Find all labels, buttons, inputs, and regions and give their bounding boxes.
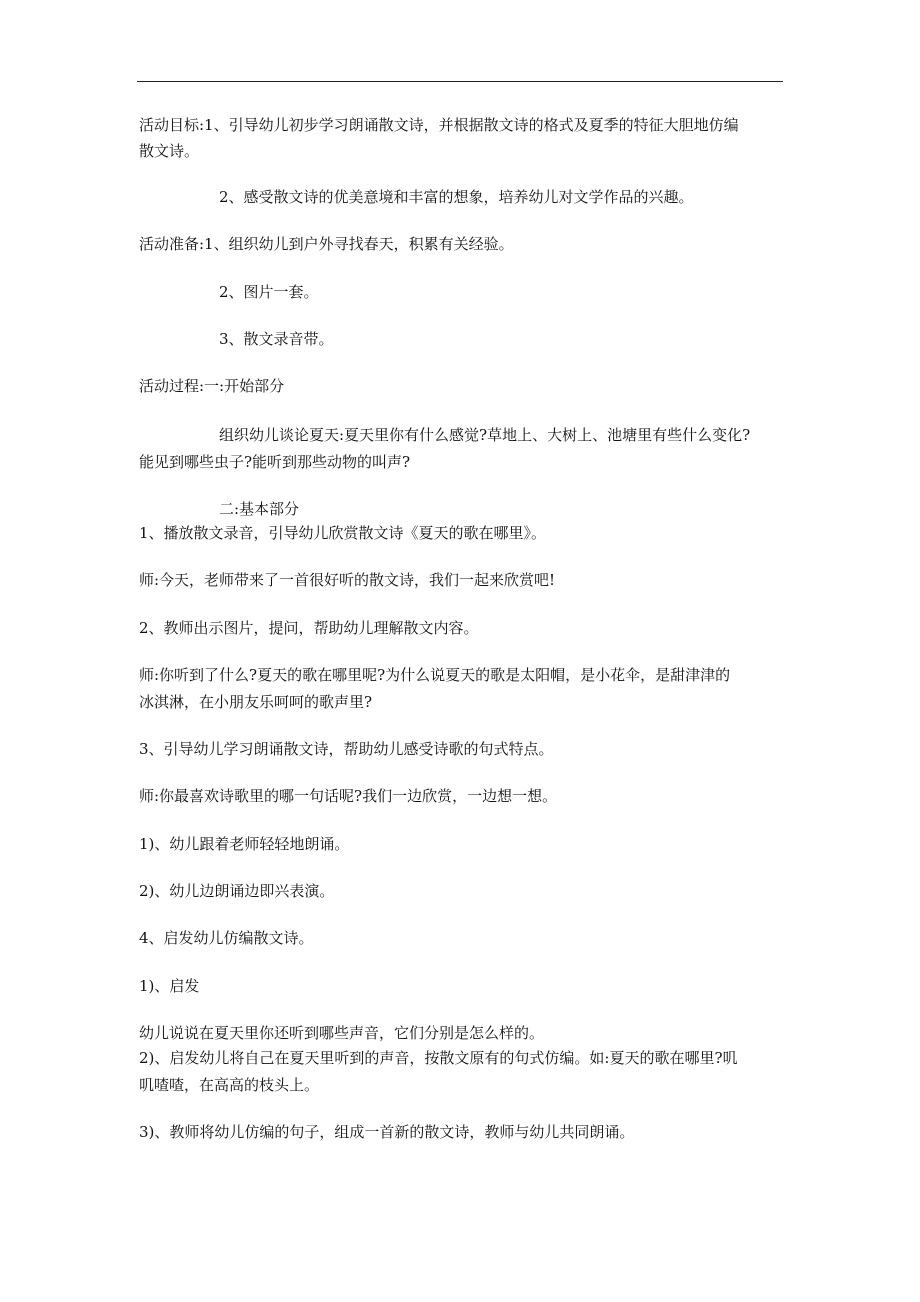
prep-line-3: 3、散文录音带。 (219, 330, 334, 348)
process-heading: 活动过程:一:开始部分 (139, 377, 285, 395)
step-3: 3、引导幼儿学习朗诵散文诗，帮助幼儿感受诗歌的句式特点。 (139, 740, 554, 758)
substep-4-1: 1)、启发 (139, 977, 200, 995)
goal-line-2: 2、感受散文诗的优美意境和丰富的想象，培养幼儿对文学作品的兴趣。 (219, 188, 694, 206)
substep-4-3: 3)、教师将幼儿仿编的句子，组成一首新的散文诗，教师与幼儿共同朗诵。 (139, 1123, 635, 1141)
step-1: 1、播放散文录音，引导幼儿欣赏散文诗《夏天的歌在哪里》。 (139, 524, 547, 542)
substep-4-1-detail: 幼儿说说在夏天里你还听到哪些声音，它们分别是怎么样的。 (139, 1024, 545, 1042)
teacher-line-2-cont: 冰淇淋，在小朋友乐呵呵的歌声里? (139, 693, 373, 711)
goal-line-1: 活动目标:1、引导幼儿初步学习朗诵散文诗，并根据散文诗的格式及夏季的特征大胆地仿编 (139, 116, 739, 134)
teacher-line-1: 师:今天，老师带来了一首很好听的散文诗，我们一起来欣赏吧! (139, 571, 556, 589)
goal-line-1-cont: 散文诗。 (139, 142, 200, 160)
prep-line-2: 2、图片一套。 (219, 283, 319, 301)
substep-3-2: 2)、幼儿边朗诵边即兴表演。 (139, 882, 335, 900)
step-4: 4、启发幼儿仿编散文诗。 (139, 929, 314, 947)
prep-line-1: 活动准备:1、组织幼儿到户外寻找春天，积累有关经验。 (139, 235, 514, 253)
substep-4-2-cont: 叽喳喳，在高高的枝头上。 (139, 1076, 320, 1094)
header-rule (137, 81, 783, 82)
teacher-line-3: 师:你最喜欢诗歌里的哪一句话呢?我们一边欣赏，一边想一想。 (139, 787, 558, 805)
step-2: 2、教师出示图片，提问，帮助幼儿理解散文内容。 (139, 619, 479, 637)
substep-3-1: 1)、幼儿跟着老师轻轻地朗诵。 (139, 835, 350, 853)
teacher-line-2: 师:你听到了什么?夏天的歌在哪里呢?为什么说夏天的歌是太阳帽，是小花伞，是甜津津的 (139, 666, 731, 684)
opening-paragraph-line-2: 能见到哪些虫子?能听到那些动物的叫声? (139, 453, 411, 471)
opening-paragraph-line-1: 组织幼儿谈论夏天:夏天里你有什么感觉?草地上、大树上、池塘里有些什么变化? (219, 426, 751, 444)
substep-4-2: 2)、启发幼儿将自己在夏天里听到的声音，按散文原有的句式仿编。如:夏天的歌在哪里?叽 (139, 1049, 738, 1067)
basic-part-heading: 二:基本部分 (219, 500, 300, 518)
